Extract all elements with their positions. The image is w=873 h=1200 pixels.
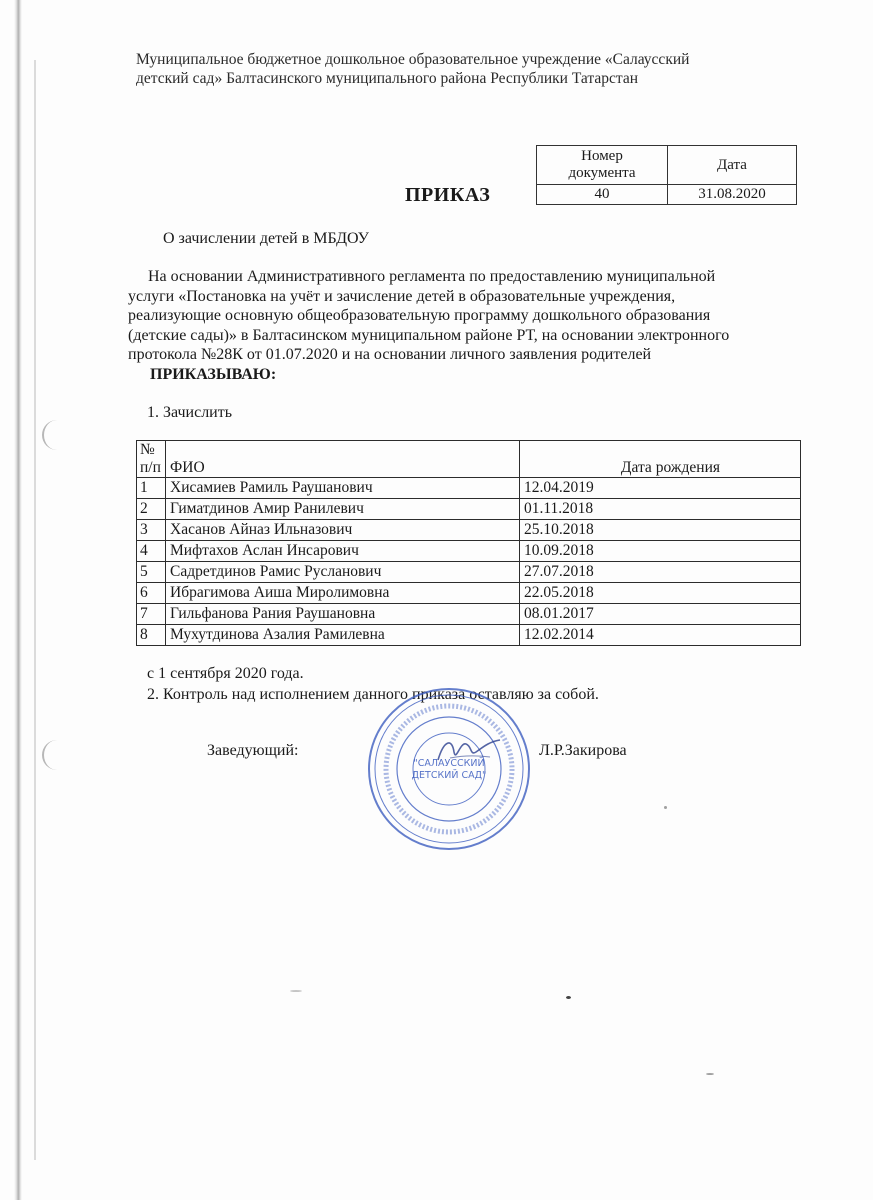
children-table — [136, 440, 801, 646]
row-birth-date: 12.02.2014 — [520, 625, 801, 646]
header-number: № п/п — [137, 441, 166, 478]
scan-edge-shadow — [14, 0, 22, 1200]
scan-speck — [566, 996, 571, 999]
document-number-table — [536, 145, 797, 205]
header-fio: ФИО — [166, 441, 520, 478]
document-number-value: 40 — [537, 185, 668, 205]
row-birth-date: 25.10.2018 — [520, 520, 801, 541]
organization-line: Муниципальное бюджетное дошкольное образовательное учреждение «Салаусский — [136, 51, 690, 68]
row-fio: Гиматдинов Амир Ранилевич — [166, 499, 520, 520]
table-row — [137, 625, 801, 646]
table-row — [137, 499, 801, 520]
row-number: 1 — [137, 478, 166, 499]
row-number: 7 — [137, 604, 166, 625]
row-number: 5 — [137, 562, 166, 583]
row-number: 6 — [137, 583, 166, 604]
table-row — [137, 583, 801, 604]
scan-speck — [290, 990, 302, 992]
signatory-role: Заведующий: — [207, 742, 299, 759]
row-birth-date: 12.04.2019 — [520, 478, 801, 499]
row-fio: Хисамиев Рамиль Раушанович — [166, 478, 520, 499]
stamp-text-line: "САЛАУССКИЙ — [413, 758, 485, 769]
row-fio: Садретдинов Рамис Русланович — [166, 562, 520, 583]
table-row — [137, 604, 801, 625]
row-birth-date: 10.09.2018 — [520, 541, 801, 562]
row-number: 2 — [137, 499, 166, 520]
order-item-2: 2. Контроль над исполнением данного приказа оставляю за собой. — [147, 686, 599, 703]
organization-line: детский сад» Балтасинского муниципального района Республики Татарстан — [136, 70, 639, 87]
row-fio: Мухутдинова Азалия Рамилевна — [166, 625, 520, 646]
row-number: 4 — [137, 541, 166, 562]
document-number-label: Номер документа — [537, 146, 668, 185]
row-number: 3 — [137, 520, 166, 541]
row-birth-date: 22.05.2018 — [520, 583, 801, 604]
enrollment-date: с 1 сентября 2020 года. — [147, 665, 304, 682]
organization-header — [136, 50, 776, 88]
row-birth-date: 01.11.2018 — [520, 499, 801, 520]
signatory-name: Л.Р.Закирова — [539, 742, 627, 759]
header-birth-date: Дата рождения — [520, 441, 801, 478]
table-row — [137, 520, 801, 541]
row-fio: Ибрагимова Аиша Миролимовна — [166, 583, 520, 604]
punch-hole-mark — [42, 740, 72, 770]
row-fio: Мифтахов Аслан Инсарович — [166, 541, 520, 562]
document-date-value: 31.08.2020 — [668, 185, 797, 205]
stamp-text-line: ДЕТСКИЙ САД" — [411, 770, 487, 781]
table-row — [137, 562, 801, 583]
punch-hole-mark — [42, 420, 72, 450]
document-date-label: Дата — [668, 146, 797, 185]
table-row — [137, 478, 801, 499]
children-table-header — [137, 441, 801, 478]
row-number: 8 — [137, 625, 166, 646]
row-fio: Гильфанова Рания Раушановна — [166, 604, 520, 625]
scan-speck — [706, 1073, 714, 1075]
table-row — [137, 541, 801, 562]
order-item-1: 1. Зачислить — [147, 404, 233, 421]
document-subject: О зачислении детей в МБДОУ — [163, 230, 369, 247]
row-birth-date: 08.01.2017 — [520, 604, 801, 625]
row-birth-date: 27.07.2018 — [520, 562, 801, 583]
order-word: ПРИКАЗЫВАЮ: — [150, 366, 277, 383]
scan-edge-line — [34, 60, 36, 1160]
signature-mark — [430, 730, 510, 770]
scan-speck — [664, 806, 667, 809]
document-title: ПРИКАЗ — [405, 184, 491, 206]
basis-paragraph: На основании Административного регламента по предоставлению муниципальной услуги «Постановка на учёт и зачисление детей в образовательные учреждения, реализующие основную общеобразовательную программу дошкольного образования (детские сады)» в Балтасинском муниципальном районе РТ, на основании электронного протокола №28К от 01.07.2020 и на основании личного заявления родителей — [128, 268, 730, 363]
row-fio: Хасанов Айназ Ильназович — [166, 520, 520, 541]
